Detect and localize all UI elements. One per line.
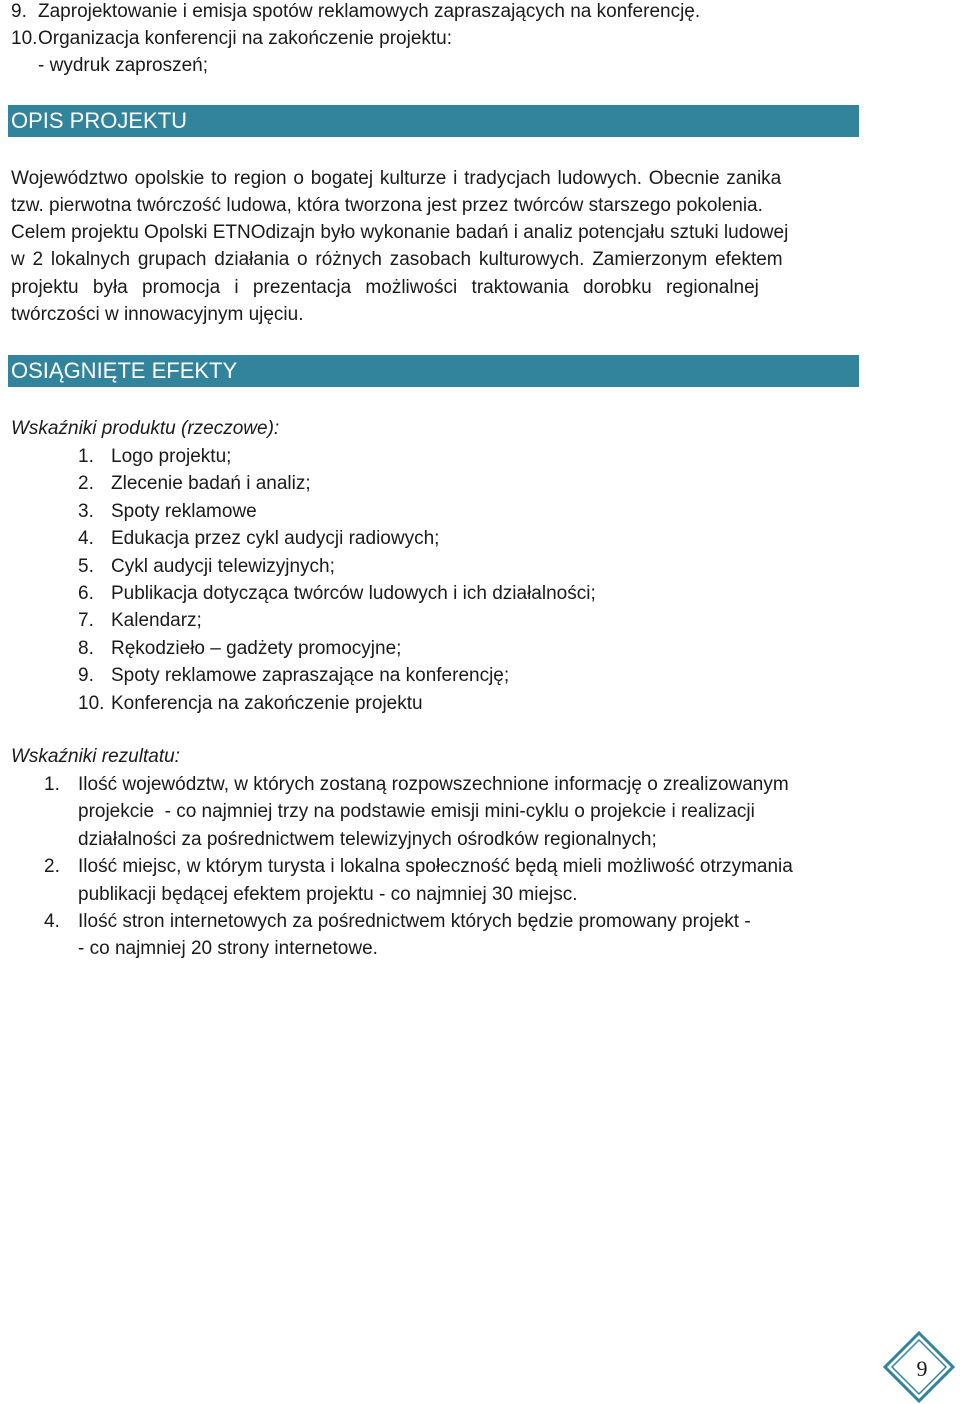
section-header-opis [8,105,859,137]
opis-line: twórczości w innowacyjnym ujęciu. [11,304,304,325]
section-title: OSIĄGNIĘTE EFEKTY [11,358,238,383]
list-item: 4. Ilość stron internetowych za pośrednictwem których będzie promowany projekt - - co najmniej 20 strony internetowe. [44,911,751,960]
opis-line: Celem projektu Opolski ETNOdizajn było wykonanie badań i analiz potencjału sztuki ludowej [11,222,789,243]
page-number: 9 [916,1356,928,1381]
list-item: 9. Spoty reklamowe zapraszające na konferencję; [78,665,510,687]
opis-line: Województwo opolskie to region o bogatej kulturze i tradycjach ludowych. Obecnie zanika [11,168,782,189]
list-item: 7. Kalendarz; [78,610,202,632]
result-indicators-heading: Wskaźniki rezultatu: [11,746,180,767]
section-title: OPIS PROJEKTU [11,108,188,133]
top-item-9: 9. Zaprojektowanie i emisja spotów reklamowych zapraszających na konferencję. [11,1,701,22]
list-item: 2. Ilość miejsc, w którym turysta i lokalna społeczność będą mieli możliwość otrzymania publikacji będącej efektem projektu - co najmniej 30 miejsc. [44,856,793,905]
list-item: 1. Ilość województw, w których zostaną rozpowszechnione informację o zrealizowanym projekcie - co najmniej trzy na podstawie emisji mini-cyklu o projekcie i realizacji działalności za pośrednictwem telewizyjnych ośrodków regionalnych; [44,774,789,850]
opis-line: tzw. pierwotna twórczość ludowa, która tworzona jest przez twórców starszego pokolenia. [11,195,763,216]
list-item: 8. Rękodzieło – gadżety promocyjne; [78,637,402,659]
product-indicators-list [78,443,596,717]
section-header-efekty [8,355,859,387]
list-item: 3. Spoty reklamowe [78,500,257,522]
list-item: 1. Logo projektu; [78,446,232,467]
result-indicators-list [44,771,864,963]
list-item: 4. Edukacja przez cykl audycji radiowych; [78,528,440,550]
product-indicators-heading: Wskaźniki produktu (rzeczowe): [11,418,280,439]
opis-line: w 2 lokalnych grupach działania o różnych zasobach kulturowych. Zamierzonym efektem [11,249,783,270]
top-item-10: 10.Organizacja konferencji na zakończenie projektu: [11,28,453,49]
opis-line: projektu była promocja i prezentacja możliwości traktowania dorobku regionalnej [11,277,759,298]
list-item: 5. Cykl audycji telewizyjnych; [78,555,335,577]
list-item: 6. Publikacja dotycząca twórców ludowych i ich działalności; [78,583,596,605]
top-subitem: - wydruk zaproszeń; [38,55,209,76]
list-item: 10. Konferencja na zakończenie projektu [78,692,423,714]
list-item: 2. Zlecenie badań i analiz; [78,473,311,495]
